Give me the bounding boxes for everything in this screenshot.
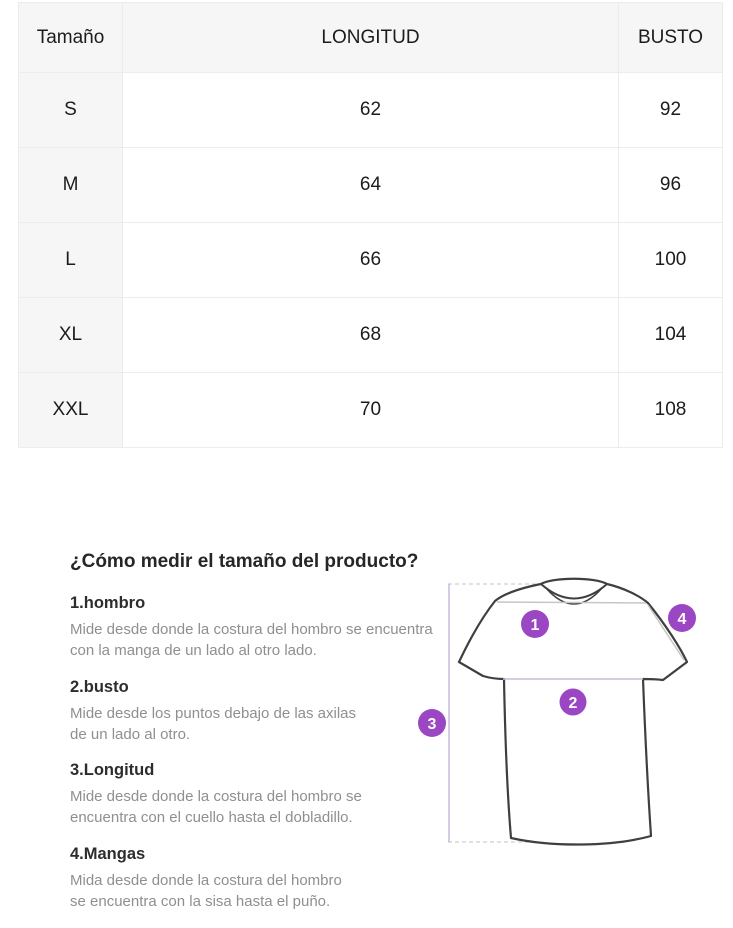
size-label: L	[19, 223, 123, 298]
table-row	[19, 148, 723, 223]
marker-1-label: 1	[530, 617, 540, 634]
marker-2-busto	[560, 689, 587, 716]
guide-section-text: de un lado al otro.	[70, 725, 191, 743]
guide-section-text: Mida desde donde la costura del hombro	[70, 871, 342, 889]
table-row	[19, 373, 723, 448]
table-header-row	[19, 3, 723, 73]
guide-section-text: Mide desde donde la costura del hombro se encuentra	[70, 621, 433, 638]
marker-2-label: 2	[568, 695, 578, 712]
size-label: XL	[19, 298, 123, 373]
tshirt-measurement-diagram	[400, 566, 733, 866]
guide-section-heading: 2.busto	[70, 677, 129, 696]
guide-section-text: encuentra con el cuello hasta el dobladillo.	[70, 809, 353, 827]
marker-3-longitud	[418, 709, 446, 737]
column-header-tamano: Tamaño	[19, 3, 123, 73]
marker-3-label: 3	[427, 716, 437, 733]
size-label: S	[19, 73, 123, 148]
marker-4-label: 4	[677, 611, 687, 628]
table-row	[19, 223, 723, 298]
busto-value: 108	[619, 373, 723, 448]
guide-title: ¿Cómo medir el tamaño del producto?	[70, 551, 419, 572]
table-row	[19, 73, 723, 148]
longitud-value: 70	[123, 373, 619, 448]
longitud-value: 68	[123, 298, 619, 373]
guide-section-heading: 4.Mangas	[70, 844, 146, 863]
table-row	[19, 298, 723, 373]
column-header-longitud: LONGITUD	[123, 3, 619, 73]
size-chart-table	[18, 2, 723, 448]
marker-4-mangas	[668, 604, 696, 632]
guide-section-text: con la manga de un lado al otro lado.	[70, 642, 317, 660]
guide-section-text: se encuentra con la sisa hasta el puño.	[70, 893, 331, 911]
guide-section-text: Mide desde donde la costura del hombro se	[70, 788, 362, 806]
guide-section-heading: 3.Longitud	[70, 761, 155, 780]
size-label: M	[19, 148, 123, 223]
busto-value: 100	[619, 223, 723, 298]
busto-value: 96	[619, 148, 723, 223]
size-label: XXL	[19, 373, 123, 448]
column-header-busto: BUSTO	[619, 3, 723, 73]
busto-value: 92	[619, 73, 723, 148]
busto-value: 104	[619, 298, 723, 373]
longitud-value: 66	[123, 223, 619, 298]
shoulder-measure-line	[497, 602, 646, 603]
guide-section-heading: 1.hombro	[70, 594, 146, 612]
longitud-value: 62	[123, 73, 619, 148]
guide-section-text: Mide desde los puntos debajo de las axilas	[70, 704, 357, 722]
marker-1-hombro	[521, 610, 549, 638]
longitud-value: 64	[123, 148, 619, 223]
